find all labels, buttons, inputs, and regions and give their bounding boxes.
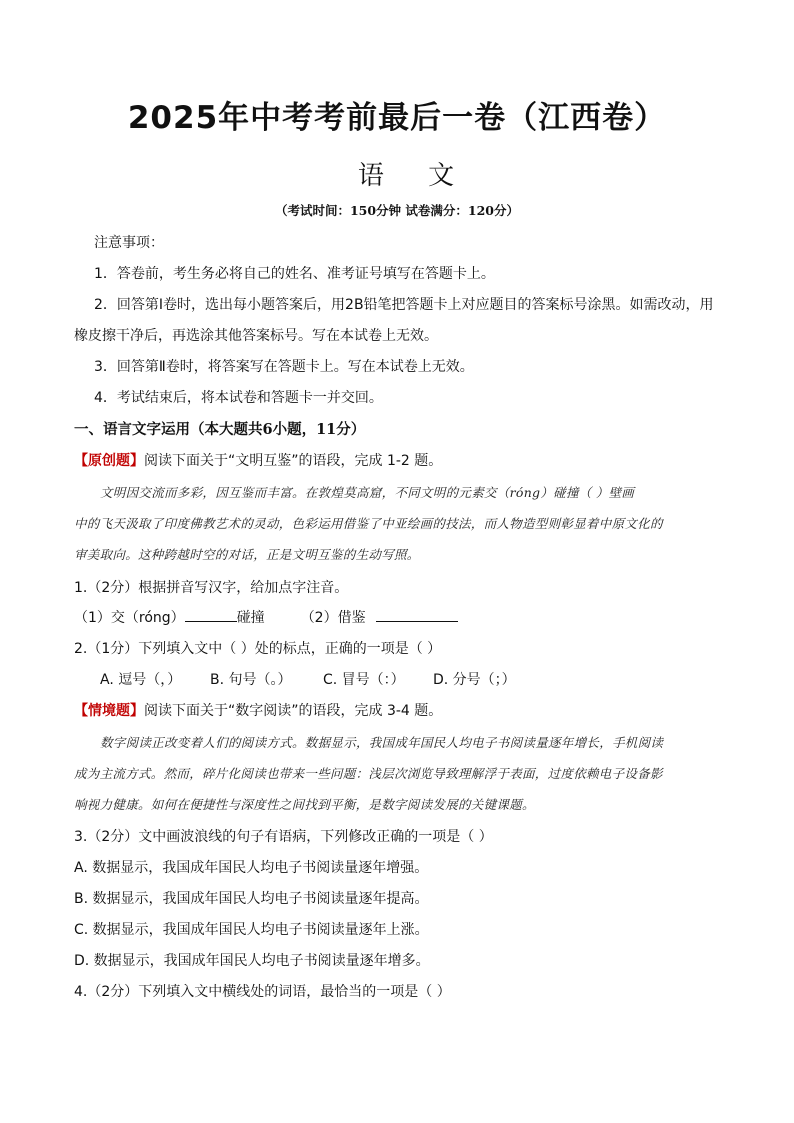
question-group-intro (74, 700, 442, 720)
notice-heading: 注意事项： (94, 235, 164, 251)
question-2-option-a[interactable]: A. 逗号（，） (100, 672, 182, 688)
group-tag: 【情境题】 (74, 703, 144, 719)
passage-line: 响视力健康。如何在便捷性与深度性之间找到平衡，是数字阅读发展的关键课题。 (74, 797, 535, 812)
passage-line: 中的飞天汲取了印度佛教艺术的灵动，色彩运用借鉴了中亚绘画的技法，而人物造型则彰显着中原文化的 (74, 516, 663, 531)
question-3-option-c[interactable]: C. 数据显示，我国成年国民人均电子书阅读量逐年上涨。 (74, 922, 429, 938)
question-2-option-d[interactable]: D. 分号（；） (433, 672, 516, 688)
question-2-option-b[interactable]: B. 句号（。） (210, 672, 292, 688)
notice-item: 2．回答第Ⅰ卷时，选出每小题答案后，用2B铅笔把答题卡上对应题目的答案标号涂黑。如需改动，用 (94, 297, 714, 313)
question-3-option-b[interactable]: B. 数据显示，我国成年国民人均电子书阅读量逐年提高。 (74, 891, 429, 907)
question-3-option-a[interactable]: A. 数据显示，我国成年国民人均电子书阅读量逐年增强。 (74, 860, 429, 876)
question-4-stem: 4.（2分）下列填入文中横线处的词语，最恰当的一项是（ ） (74, 984, 451, 1000)
notice-item: 4．考试结束后，将本试卷和答题卡一并交回。 (94, 390, 383, 406)
passage-line: 审美取向。这种跨越时空的对话，正是文明互鉴的生动写照。 (74, 547, 420, 562)
passage-line: 数字阅读正改变着人们的阅读方式。数据显示，我国成年国民人均电子书阅读量逐年增长，手机阅读 (100, 735, 664, 750)
notice-item: 橡皮擦干净后，再选涂其他答案标号。写在本试卷上无效。 (74, 328, 438, 344)
section-heading: 一、语言文字运用（本大题共6小题，11分） (74, 421, 366, 438)
notice-item: 3．回答第Ⅱ卷时，将答案写在答题卡上。写在本试卷上无效。 (94, 359, 474, 375)
exam-info: （考试时间：150分钟 试卷满分：120分） (274, 203, 520, 218)
exam-title: 2025年中考考前最后一卷（江西卷） (127, 100, 667, 136)
question-1-parts (74, 607, 458, 627)
passage-line: 成为主流方式。然而，碎片化阅读也带来一些问题：浅层次浏览导致理解浮于表面，过度依赖电子设备影 (74, 766, 663, 781)
question-3-stem: 3.（2分）文中画波浪线的句子有语病，下列修改正确的一项是（ ） (74, 829, 493, 845)
passage-line: 文明因交流而多彩，因互鉴而丰富。在敦煌莫高窟，不同文明的元素交（róng）碰撞（ ）壁画 (100, 485, 635, 500)
question-2-stem: 2.（1分）下列填入文中（ ）处的标点，正确的一项是（ ） (74, 641, 442, 657)
question-3-option-d[interactable]: D. 数据显示，我国成年国民人均电子书阅读量逐年增多。 (74, 953, 430, 969)
group-tag: 【原创题】 (74, 453, 144, 469)
subject-title: 语 文 (357, 161, 473, 191)
group-intro-text: 阅读下面关于“数字阅读”的语段，完成 3-4 题。 (144, 703, 443, 719)
q1-part1-suffix: 碰撞 (236, 610, 265, 626)
q1-part1-blank[interactable] (185, 607, 237, 622)
q1-part2-blank[interactable] (376, 607, 458, 622)
question-2-option-c[interactable]: C. 冒号（：） (323, 672, 405, 688)
question-1-stem: 1.（2分）根据拼音写汉字，给加点字注音。 (74, 580, 349, 596)
question-group-intro (74, 450, 442, 470)
group-intro-text: 阅读下面关于“文明互鉴”的语段，完成 1-2 题。 (144, 453, 443, 469)
q1-part2-prefix: （2）借鉴 (300, 610, 366, 626)
q1-part1-prefix: （1）交（róng） (74, 610, 185, 626)
notice-item: 1．答卷前，考生务必将自己的姓名、准考证号填写在答题卡上。 (94, 266, 495, 282)
